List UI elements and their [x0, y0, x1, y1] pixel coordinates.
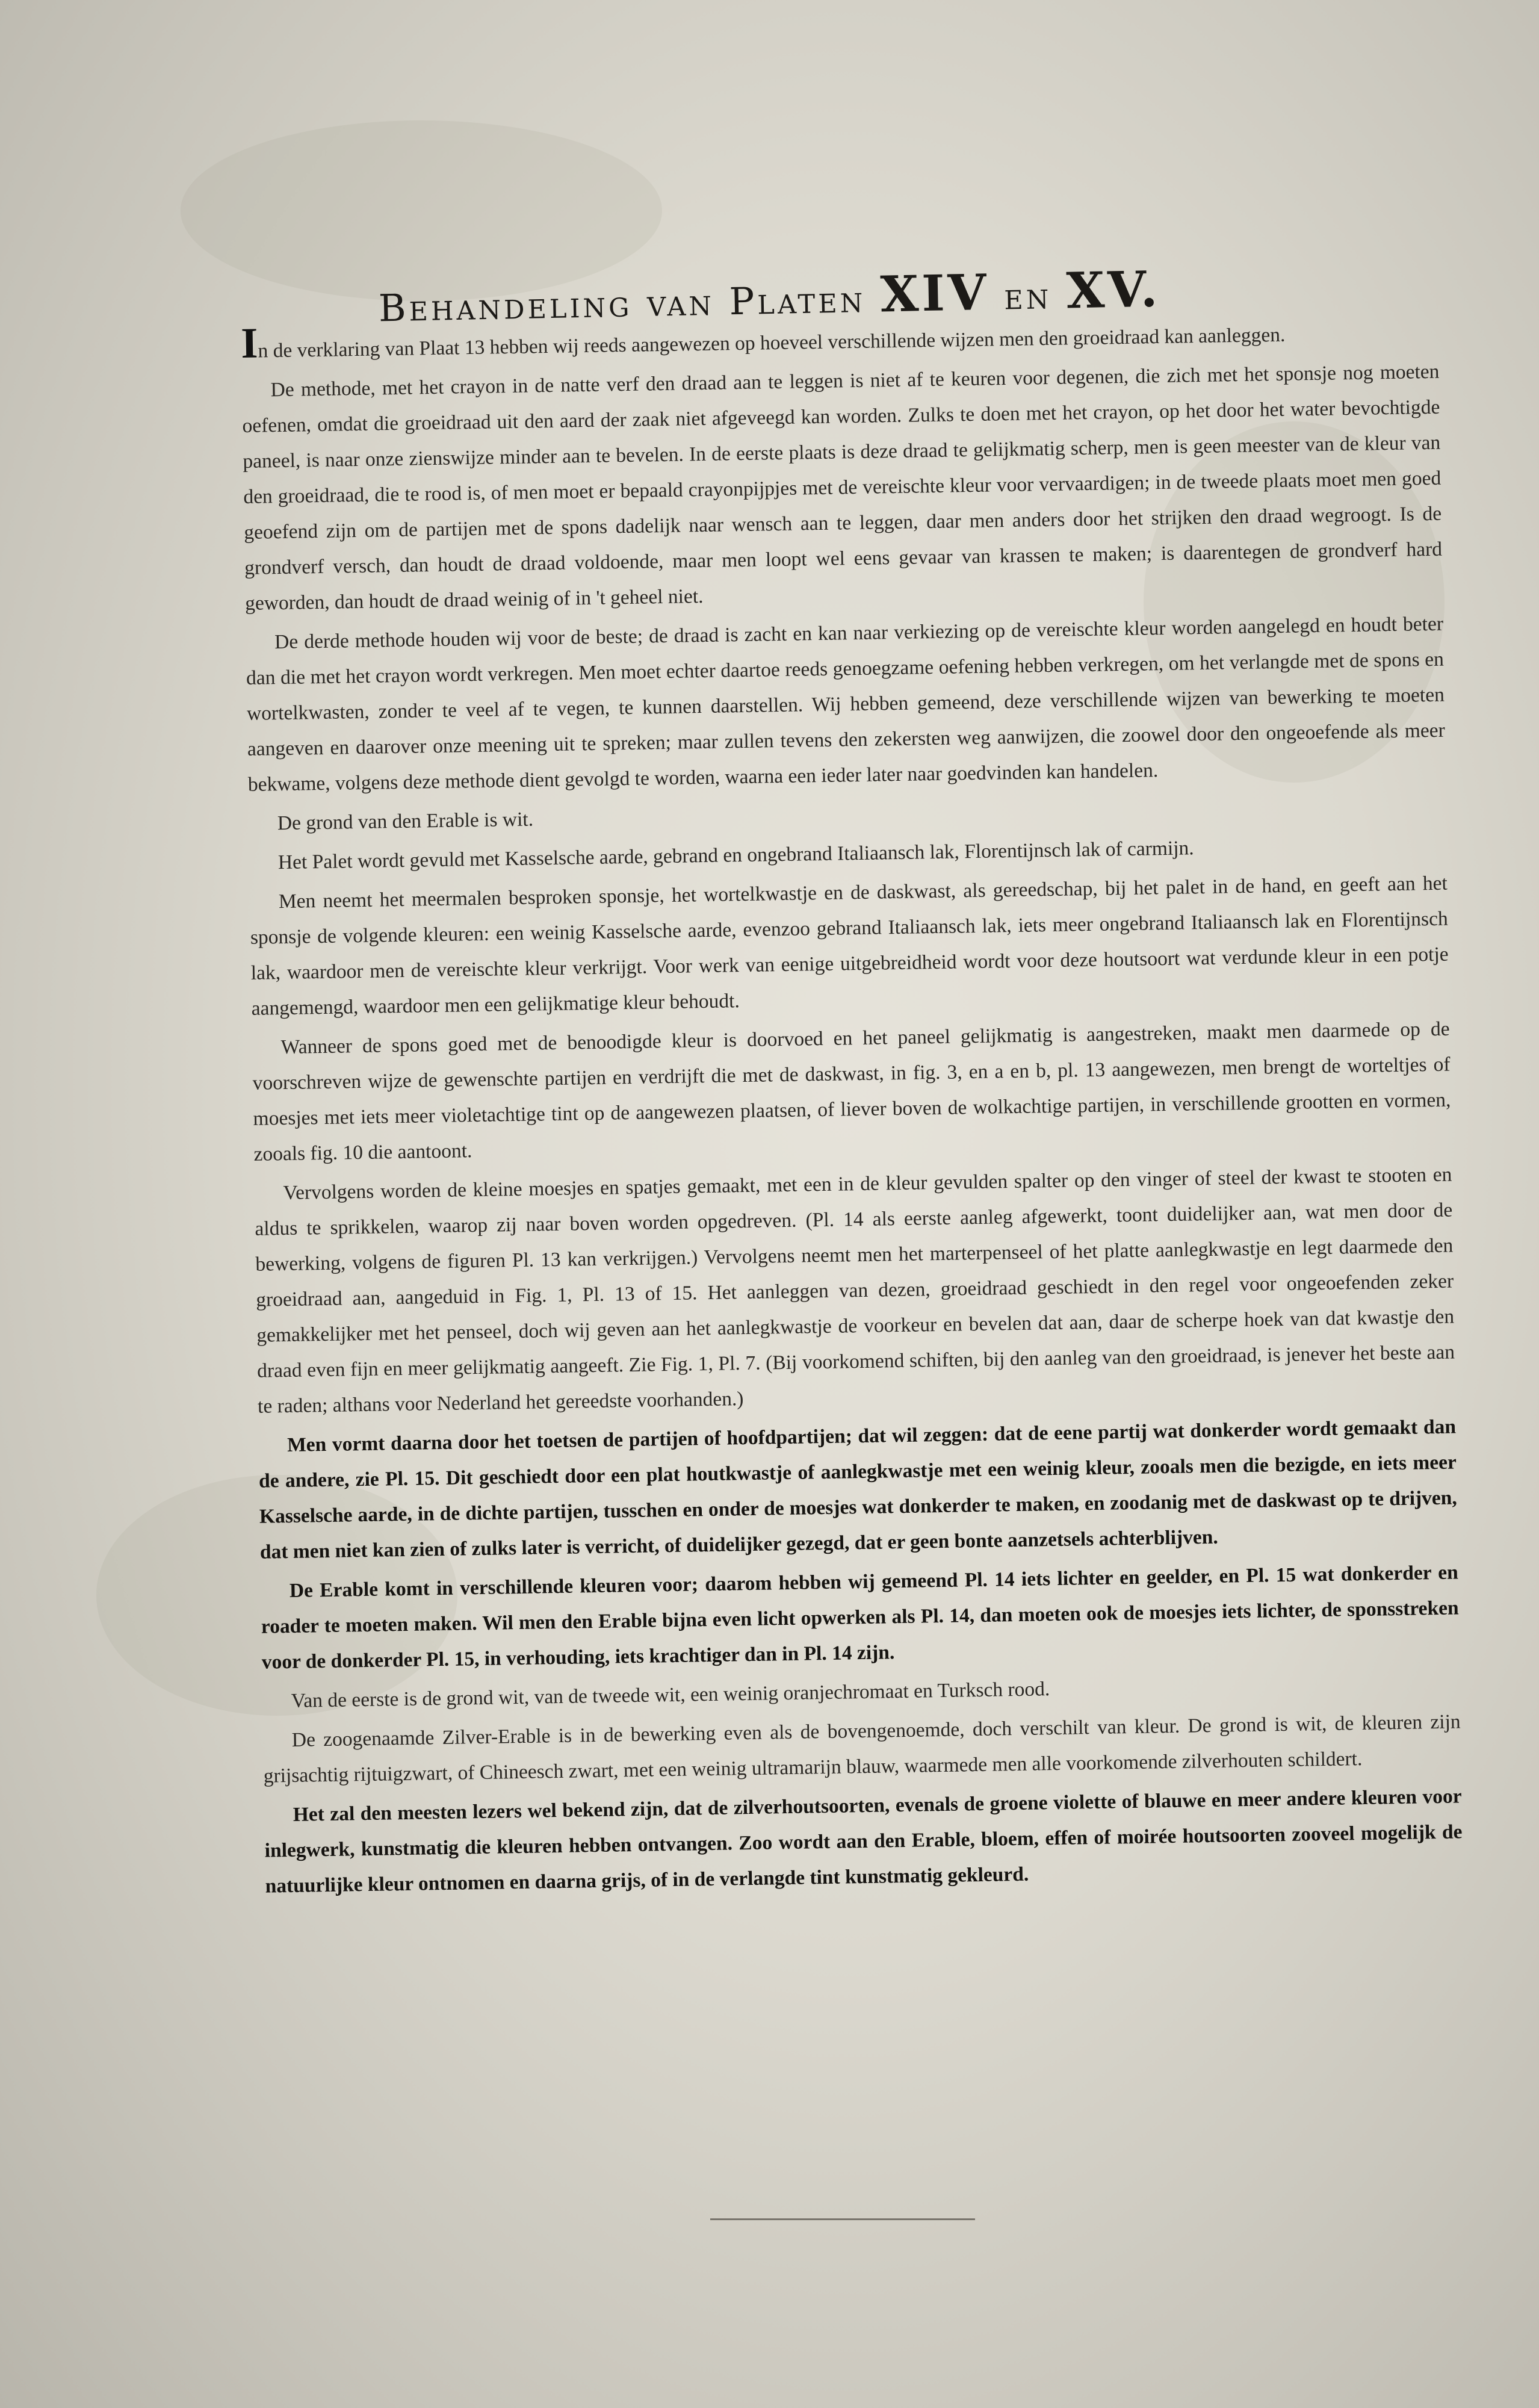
paragraph: Het Palet wordt gevuld met Kasselsche aarde, gebrand en ongebrand Italiaansch lak, Florentijnsch lak of carmijn.	[277, 837, 1194, 874]
body-text	[241, 309, 1463, 1908]
paragraph: Men vormt daarna door het toetsen de partijen of hoofdpartijen; dat wil zeggen: dat de eene partij wat donkerder wordt gemaakt dan de andere, zie Pl. 15. Dit geschiedt door een plat houtkwastje of aanlegkwastje met een weinig kleur, zooals men die bezigde, en iets meer Kasselsche aarde, in de dichte partijen, tusschen en onder de moesjes wat donkerder te maken, en zoodanig met de daskwast op te drijven, dat men niet kan zien of zulks later is verricht, of duidelijker gezegd, dat er geen bonte aanzetsels achterblijven.	[258, 1415, 1458, 1563]
title-plate-number-1: XIV	[879, 264, 990, 324]
end-rule	[710, 2218, 975, 2220]
paragraph: De methode, met het crayon in de natte verf den draad aan te leggen is niet af te keuren voor degenen, die zich met het sponsje nog moeten oefenen, omdat die groeidraad uit den aard der zaak niet afgeveegd kan worden. Zulks te doen met het crayon, op het door het water bevochtigde paneel, is naar onze zienswijze minder aan te bevelen. In de eerste plaats is deze draad te gelijkmatig scherp, men is geen meester van de kleur van den groeidraad, die te rood is, of men moet er bepaald crayonpijpjes met de vereischte kleur voor vervaardigen; in de tweede plaats moet men goed geoefend zijn om de partijen met de spons dadelijk naar wensch aan te leggen, daar men anders door het strijken den draad wegroogt. Is de grondverf versch, dan houdt de draad voldoende, maar men loopt wel eens gevaar van krassen te maken; is daarentegen de grondverf hard geworden, dan houdt de draad weinig of in 't geheel niet.	[242, 360, 1443, 615]
title-conjunction: en	[988, 273, 1067, 318]
paragraph: De zoogenaamde Zilver-Erable is in de bewerking even als de bovengenoemde, doch verschilt van kleur. De grond is wit, de kleuren zijn grijsachtig rijtuigzwart, of Chineesch zwart, met een weinig ultramarijn blauw, waarmede men alle voorkomende zilverhouten schildert.	[263, 1710, 1461, 1787]
title-part-1: Behandeling van Platen	[378, 276, 881, 330]
paragraph: Men neemt het meermalen besproken sponsje, het wortelkwastje en de daskwast, als gereedschap, bij het palet in de hand, en geeft aan het sponsje de volgende kleuren: een weinig Kasselsche aarde, evenzoo gebrand Italiaansch lak, iets meer ongebrand Italiaansch lak en Florentijnsch lak, waardoor men de vereischte kleur verkrijgt. Voor werk van eenige uitgebreidheid wordt voor deze houtsoort wat verdunde kleur in een potje aangemengd, waardoor men een gelijkmatige kleur behoudt.	[250, 872, 1449, 1020]
paragraph: Wanneer de spons goed met de benoodigde kleur is doorvoed en het paneel gelijkmatig is aangestreken, maakt men daarmede op de voorschreven wijze de gewenschte partijen en verdrijft die met de daskwast, in fig. 3, en a en b, pl. 13 aangewezen, men brengt de worteltjes of moesjes met iets meer violetachtige tint op de aangewezen plaatsen, of liever boven de wolkachtige partijen, in verschillende grootten en vormen, zooals fig. 10 die aantoont.	[252, 1017, 1451, 1165]
paragraph: Vervolgens worden de kleine moesjes en spatjes gemaakt, met een in de kleur gevulden spalter op den vinger of steel der kwast te stooten en aldus te sprikkelen, waarop zij naar boven worden opgedreven. (Pl. 14 als eerste aanleg afgewerkt, toont duidelijker aan, wat men door de bewerking, volgens de figuren Pl. 13 kan verkrijgen.) Vervolgens neemt men het marterpenseel of het platte aanlegkwastje en legt daarmede den groeidraad aan, aangeduid in Fig. 1, Pl. 13 of 15. Het aanleggen van dezen, groeidraad geschiedt in den regel voor ongeoefenden zeker gemakkelijker met het penseel, doch wij geven aan het aanlegkwastje de voorkeur en bevelen dat aan, daar de scherpe hoek van dat kwastje den draad even fijn en meer gelijkmatig aangeeft. Zie Fig. 1, Pl. 7. (Bij voorkomend schiften, bij den aanleg van den groeidraad, is jenever het beste aan te raden; althans voor Nederland het gereedste voorhanden.)	[255, 1163, 1455, 1418]
paragraph: De derde methode houden wij voor de beste; de draad is zacht en kan naar verkiezing op de vereischte kleur worden aangelegd en houdt beter dan die met het crayon wordt verkregen. Men moet echter daartoe reeds genoegzame oefening hebben verkregen, om het verlangde met de spons en wortelkwasten, zonder te veel af te vegen, te kunnen daarstellen. Wij hebben gemeend, deze verschillende wijzen van bewerking te moeten aangeven en daarover onze meening uit te spreken; maar zullen tevens den zekersten weg aanwijzen, die zoowel door den ongeoefende als meer bekwame, volgens deze methode dient gevolgd te worden, waarna een ieder later naar goedvinden kan handelen.	[246, 612, 1446, 796]
paragraph: Het zal den meesten lezers wel bekend zijn, dat de zilverhoutsoorten, evenals de groene violette of blauwe en meer andere kleuren voor inlegwerk, kunstmatig die kleuren hebben ontvangen. Zoo wordt aan den Erable, bloem, effen of moirée houtsoorten zooveel mogelijk de natuurlijke kleur ontnomen en daarna grijs, of in de verlangde tint kunstmatig gekleurd.	[264, 1785, 1463, 1898]
title-plate-number-2: XV.	[1065, 260, 1162, 320]
paragraph-text: n de verklaring van Plaat 13 hebben wij reeds aangewezen op hoeveel verschillende wijzen men den groeidraad kan aanleggen.	[258, 323, 1286, 362]
drop-cap: I	[240, 318, 259, 367]
paragraph: Van de eerste is de grond wit, van de tweede wit, een weinig oranjechromaat en Turksch rood.	[291, 1678, 1050, 1712]
paragraph: De Erable komt in verschillende kleuren voor; daarom hebben wij gemeend Pl. 14 iets lichter en geelder, en Pl. 15 wat donkerder en roader te moeten maken. Wil men den Erable bijna even licht opwerken als Pl. 14, dan moeten ook de moesjes iets lichter, de sponsstreken voor de donkerder Pl. 15, in verhouding, iets krachtiger dan in Pl. 14 zijn.	[261, 1561, 1459, 1674]
paragraph: De grond van den Erable is wit.	[277, 808, 534, 835]
